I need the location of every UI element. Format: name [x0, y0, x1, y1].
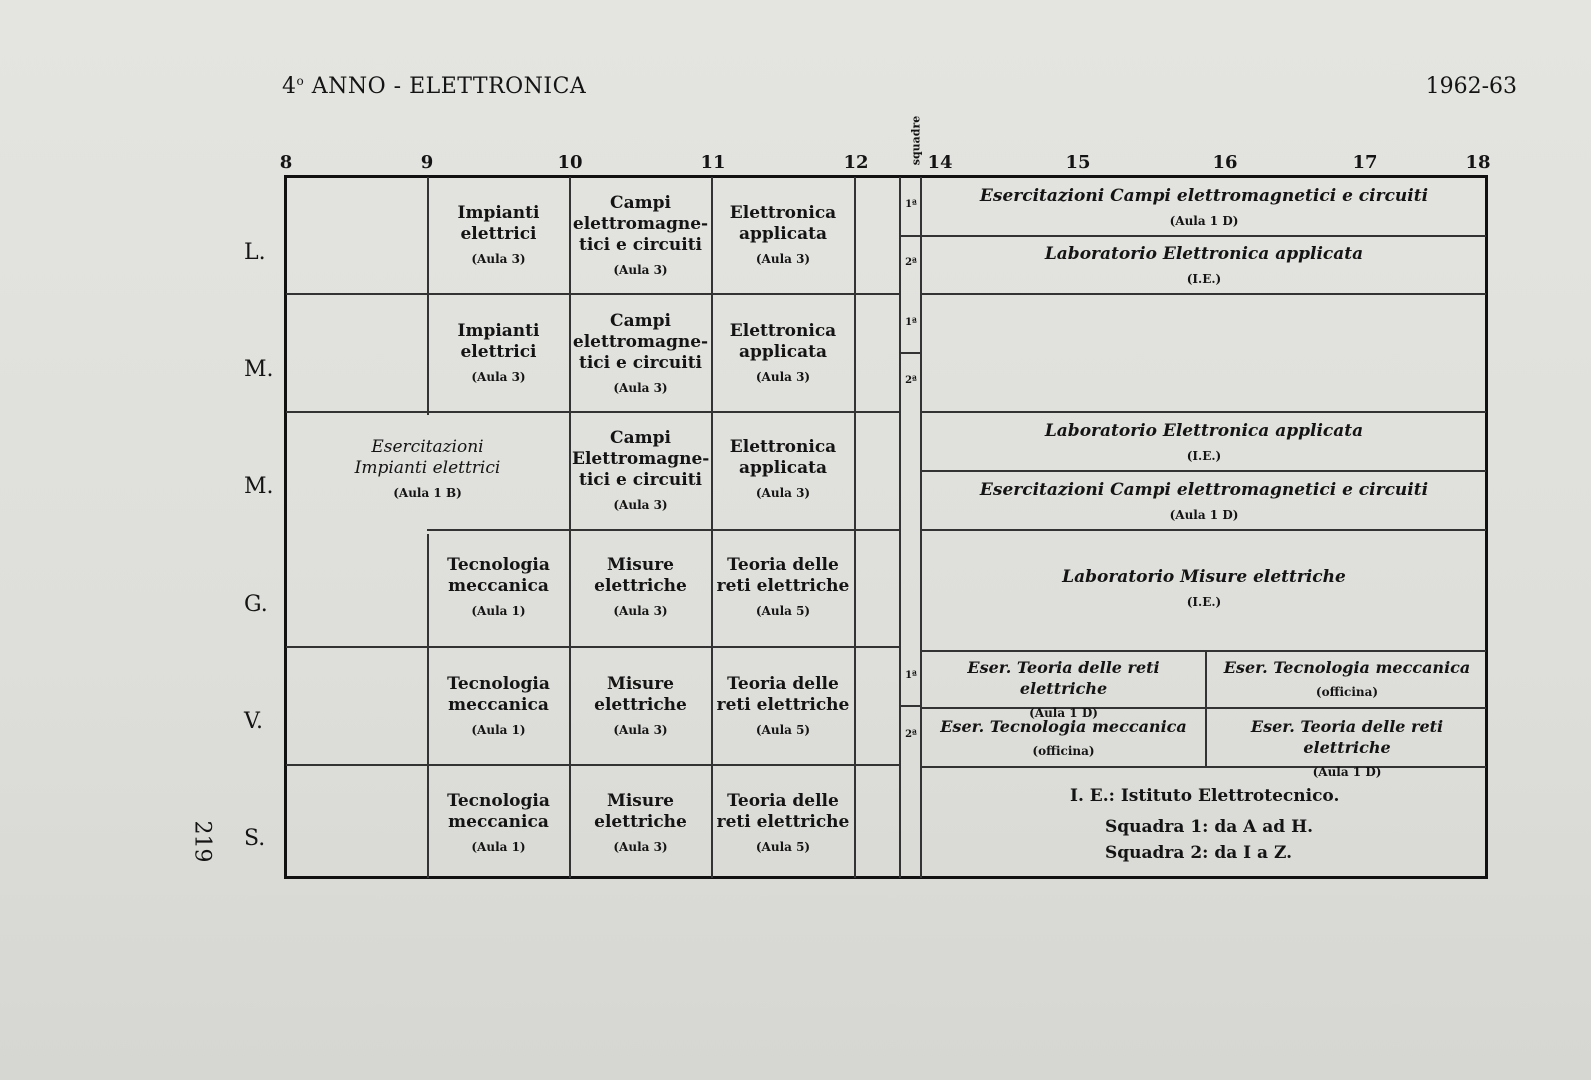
lesson-cell: Misure elettriche (Aula 3): [594, 555, 687, 618]
grid-line: [899, 177, 901, 878]
day-label: V.: [244, 709, 264, 734]
hour-label: 14: [927, 152, 953, 173]
hour-label: 15: [1065, 152, 1091, 173]
hour-label: 9: [420, 152, 434, 173]
lesson-cell: Esercitazioni Campi elettromagnetici e circuiti (Aula 1 D): [979, 186, 1429, 228]
lesson-cell: Misure elettriche (Aula 3): [594, 791, 687, 854]
grid-line: [427, 534, 429, 878]
day-label: L.: [244, 240, 266, 265]
lesson-cell: Tecnologia meccanica (Aula 1): [447, 674, 550, 737]
lesson-cell: Esercitazioni Impianti elettrici (Aula 1 B): [354, 437, 501, 500]
squad-label: 1ª: [905, 317, 917, 328]
grid-line: [920, 411, 1486, 413]
grid-line: [286, 646, 899, 648]
hour-label: 18: [1465, 152, 1491, 173]
lesson-cell: Impianti elettrici (Aula 3): [457, 203, 540, 266]
lesson-cell: Elettronica applicata (Aula 3): [729, 437, 837, 500]
grid-line: [427, 177, 429, 415]
squad-label: 2ª: [905, 257, 917, 268]
grid-line: [899, 705, 920, 707]
grid-line: [899, 235, 920, 237]
day-label: S.: [244, 826, 266, 851]
hour-label: 10: [557, 152, 583, 173]
page-number: 219: [189, 820, 215, 863]
page-title: 4$^o$ ANNO - ELETTRONICA: [282, 74, 587, 99]
grid-line: [854, 177, 856, 878]
lesson-cell: Elettronica applicata (Aula 3): [729, 321, 837, 384]
grid-line: [427, 293, 899, 295]
grid-line: [920, 293, 1486, 295]
grid-line: [920, 470, 1486, 472]
lesson-cell: Laboratorio Elettronica applicata (I.E.): [1044, 421, 1364, 463]
school-year: 1962-63: [1425, 74, 1517, 99]
grid-line: [711, 177, 713, 878]
lesson-cell: Misure elettriche (Aula 3): [594, 674, 687, 737]
grid-line: [1205, 650, 1207, 768]
lesson-cell: Teoria delle reti elettriche (Aula 5): [716, 791, 850, 854]
hour-label: 8: [279, 152, 293, 173]
day-label: M.: [244, 357, 274, 382]
lesson-cell: Eser. Teoria delle reti elettriche (Aula 1 D): [1250, 717, 1444, 779]
legend-line: Squadra 1: da A ad H.: [1105, 817, 1314, 837]
lesson-cell: Campi Elettromagne- tici e circuiti (Aula 3): [572, 428, 710, 512]
lesson-cell: Teoria delle reti elettriche (Aula 5): [716, 674, 850, 737]
hour-label: 11: [700, 152, 726, 173]
lesson-cell: Impianti elettrici (Aula 3): [457, 321, 540, 384]
lesson-cell: Laboratorio Misure elettriche (I.E.): [1062, 567, 1346, 609]
lesson-cell: Tecnologia meccanica (Aula 1): [447, 791, 550, 854]
grid-line: [920, 235, 1486, 237]
grid-line: [899, 352, 920, 354]
legend-line: Squadra 2: da I a Z.: [1105, 843, 1292, 863]
squad-label: 2ª: [905, 375, 917, 386]
grid-line: [920, 650, 1486, 652]
day-label: G.: [244, 592, 268, 617]
lesson-cell: Teoria delle reti elettriche (Aula 5): [716, 555, 850, 618]
lesson-cell: Eser. Tecnologia meccanica (officina): [1223, 658, 1471, 699]
lesson-cell: Elettronica applicata (Aula 3): [729, 203, 837, 266]
grid-line: [286, 411, 899, 413]
hour-label: 17: [1352, 152, 1378, 173]
lesson-cell: Tecnologia meccanica (Aula 1): [447, 555, 550, 618]
grid-line: [286, 764, 899, 766]
day-label: M.: [244, 474, 274, 499]
legend-line: I. E.: Istituto Elettrotecnico.: [1070, 786, 1340, 806]
grid-line: [569, 177, 571, 878]
hour-label: 16: [1212, 152, 1238, 173]
squadre-header: squadre: [909, 115, 923, 166]
grid-line: [427, 529, 899, 531]
hour-label: 12: [843, 152, 869, 173]
grid-line: [920, 177, 922, 878]
grid-line: [286, 293, 427, 295]
lesson-cell: Eser. Tecnologia meccanica (officina): [940, 717, 1187, 758]
lesson-cell: Esercitazioni Campi elettromagnetici e circuiti (Aula 1 D): [979, 480, 1429, 522]
lesson-cell: Eser. Teoria delle reti elettriche (Aula 1 D): [967, 658, 1160, 720]
squad-label: 1ª: [905, 199, 917, 210]
lesson-cell: Campi elettromagne- tici e circuiti (Aula 3): [572, 311, 709, 395]
lesson-cell: Laboratorio Elettronica applicata (I.E.): [1044, 244, 1364, 286]
squad-label: 2ª: [905, 729, 917, 740]
squad-label: 1ª: [905, 670, 917, 681]
lesson-cell: Campi elettromagne- tici e circuiti (Aula 3): [572, 193, 709, 277]
grid-line: [920, 529, 1486, 531]
